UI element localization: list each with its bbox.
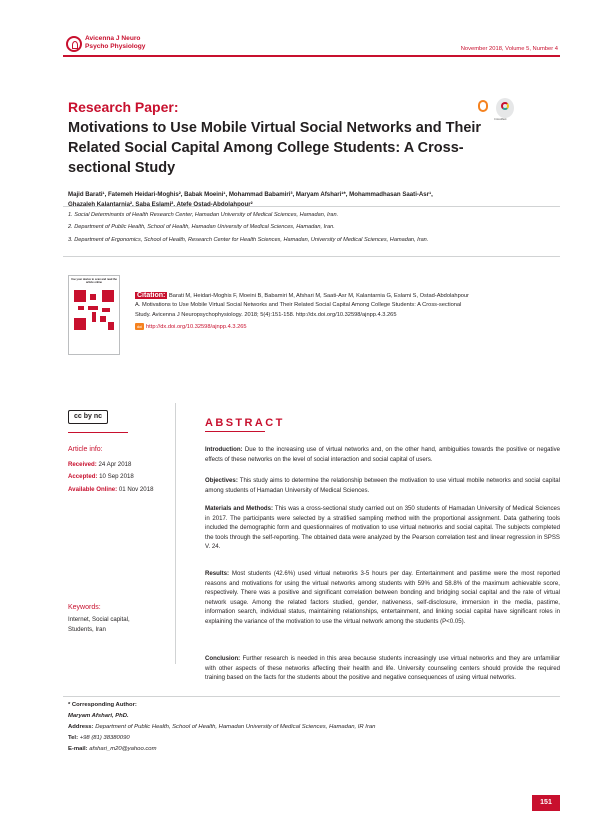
abstract-conclusion: Conclusion: Further research is needed in this area because students increasingly use virtual networks and they are unfamiliar with other aspects of these networks affecting their health and life. University counseling centers should provide the required training based on the facts for the students about the positive and negative consequences of using virtual networks. xyxy=(205,655,560,682)
article-info-title: Article info: xyxy=(68,446,103,453)
citation-tag: Citation: xyxy=(137,292,166,299)
journal-name-line1: Avicenna J Neuro xyxy=(85,35,141,42)
online-date: Available Online: 01 Nov 2018 xyxy=(68,486,154,493)
qr-code-icon[interactable] xyxy=(74,290,114,330)
doi-row xyxy=(135,323,247,330)
keywords-list: Internet, Social capital, Students, Iran xyxy=(68,616,130,634)
received-date: Received: 24 Apr 2018 xyxy=(68,461,132,468)
citation-line-2: A. Motivations to Use Mobile Virtual Social Networks and Their Related Social Capital Among College Students: A Cross-sectional xyxy=(135,302,462,309)
creative-commons-icon[interactable]: cc by nc xyxy=(68,410,108,424)
divider xyxy=(63,206,560,207)
crossmark-label: CrossMark xyxy=(494,118,507,121)
author-line-2: Ghazaleh Kalantarnia², Saba Eslami², Atefe Ostad-Abdolahpour² xyxy=(68,201,253,209)
abstract-introduction: Introduction: Due to the increasing use of virtual networks and, on the other hand, ambiguities towards the positive or negative effects of these networks on the level of social interaction and social capital of users. xyxy=(205,446,561,463)
affiliation-1: 1. Social Determinants of Health Research Center, Hamadan University of Medical Sciences, Hamadan, Iran. xyxy=(68,212,339,218)
affiliation-3: 3. Department of Ergonomics, School of Health, Research Center for Health Sciences, Hamadan, University of Medical Sciences, Hamadan, Iran. xyxy=(68,237,429,243)
issue-info: November 2018, Volume 5, Number 4 xyxy=(460,46,558,52)
corresponding-name: Maryam Afshari, PhD. xyxy=(68,713,129,719)
citation-text xyxy=(135,291,495,320)
divider xyxy=(68,432,128,433)
citation-line-1: Barati M, Heidari-Moghis F, Moeini B, Babamiri M, Afshari M, Saati-Asr M, Kalantarnia G, Eslami S, Ostad-Abdolahpour xyxy=(168,293,469,299)
journal-name xyxy=(85,35,145,50)
corresponding-label: * Corresponding Author: xyxy=(68,702,137,708)
accepted-date: Accepted: 10 Sep 2018 xyxy=(68,473,134,480)
abstract-heading: ABSTRACT xyxy=(205,417,285,429)
author-list xyxy=(68,190,528,211)
corresponding-email: E-mail: afshari_m20@yahoo.com xyxy=(68,746,157,752)
article-title: Motivations to Use Mobile Virtual Social Networks and Their Related Social Capital Among College Students: A Cross-sectional Study xyxy=(68,120,482,176)
footer-rule xyxy=(63,696,560,697)
doi-icon: doi xyxy=(136,324,143,329)
abstract-objectives: Objectives: This study aims to determine the relationship between the motivation to use virtual mobile networks and social capital among students of Hamadan University of Medical Sciences. xyxy=(205,477,560,494)
corresponding-tel: Tel: +98 (81) 38380090 xyxy=(68,735,130,741)
column-divider xyxy=(175,403,176,664)
abstract-underline xyxy=(205,431,265,432)
keywords-title: Keywords: xyxy=(68,604,101,611)
abstract-methods: Materials and Methods: This was a cross-sectional study carried out on 350 students of Hamadan University of Medical Sciences in 2017. The participants were selected by a stratified sampling method with the proportional assignment. Data gathering tools included the demographic form and questionnaires of motivation to use virtual networks and social capital. The subjects completed the tools through the self-reporting. The obtained data were analyzed by the Pearson correlation test and linear regression in SPSS V. 24. xyxy=(205,505,560,551)
page-number: 151 xyxy=(532,795,560,811)
journal-logo-icon xyxy=(66,36,82,52)
header-rule xyxy=(63,55,560,57)
abstract-results: Results: Most students (42.6%) used virtual networks 3-5 hours per day. Entertainment and pastime were the most reported reasons and motivations for using the virtual networks among students with 59% and 58.8% of the maximum achievable score, respectively. There was a positive and significant correlation between bonding and bridging social capital and the rate of virtual network usage. Among the related factors studied, gender, nativeness, self-disclosure, immersion in the media, pastime, information search, individual status, maintaining relationships, entertainment, and linking social capital have significant roles in explaining the variance of the motivation to use the virtual network among the students (P<0.05). xyxy=(205,570,560,625)
divider xyxy=(63,256,560,257)
author-line-1: Majid Barati¹, Fatemeh Heidari-Moghis², Babak Moeini¹, Mohammad Babamiri³, Maryam Afshari¹*, Mohammadhasan Saati-Asr¹, xyxy=(68,191,433,198)
doi-link[interactable]: http://dx.doi.org/10.32598/ajnpp.4.3.265 xyxy=(146,324,247,330)
qr-label: Use your device to scan and read the article online xyxy=(71,278,117,285)
corresponding-address: Address: Department of Public Health, School of Health, Hamadan University of Medical Sciences, Hamadan, IR Iran xyxy=(68,724,376,730)
crossmark-icon[interactable] xyxy=(496,98,514,118)
article-type: Research Paper: xyxy=(68,99,179,115)
journal-name-line2: Psycho Physiology xyxy=(85,42,146,50)
affiliation-2: 2. Department of Public Health, School of Health, Hamadan University of Medical Sciences, Hamadan, Iran. xyxy=(68,224,335,230)
open-access-icon[interactable] xyxy=(478,100,488,112)
citation-line-3: Study. Avicenna J Neuropsychophysiology. 2018; 5(4):151-158. http://dx.doi.org/10.32598/ajnpp.4.3.265 xyxy=(135,311,397,318)
